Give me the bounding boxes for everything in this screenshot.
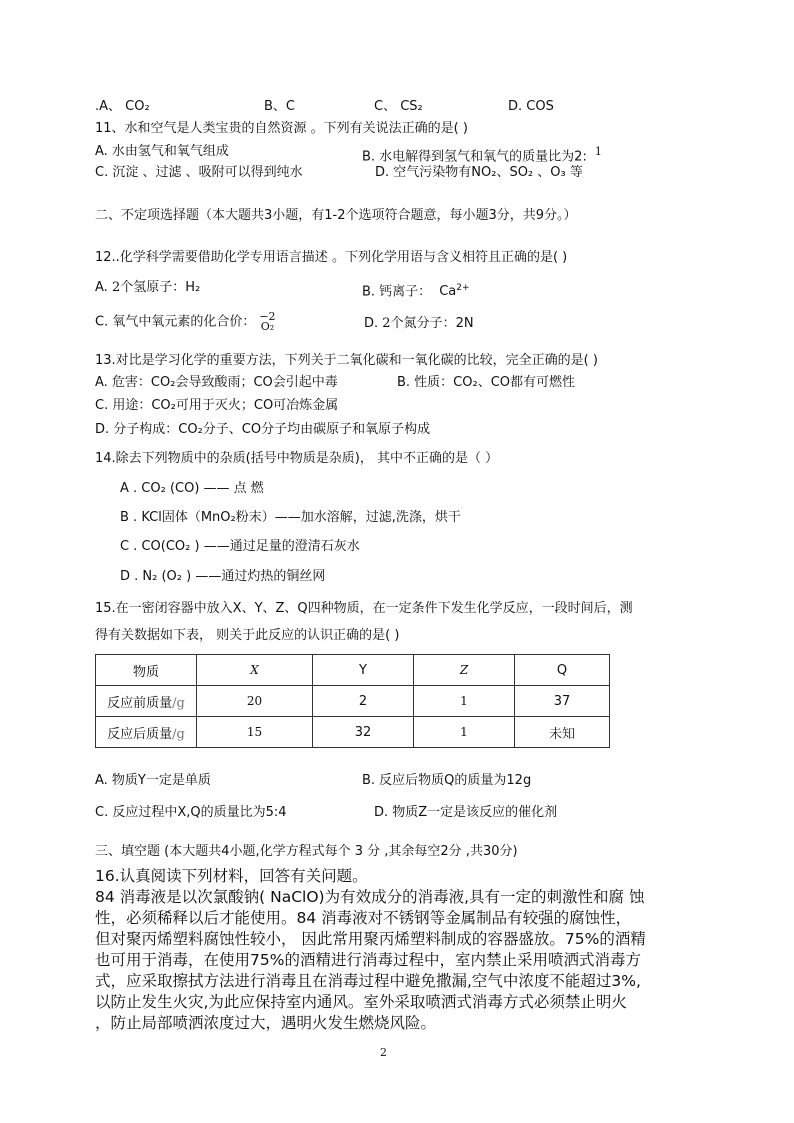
q12-option-a: [95, 279, 200, 297]
q11-option-b-text: B. 水电解得到氢气和氧气的质量比为2:: [362, 149, 587, 165]
q14-option-d: D . N₂ (O₂ ) ——通过灼热的铜丝网: [120, 569, 326, 584]
q12-option-d-text: 个氮分子：2N: [390, 316, 474, 331]
section3-heading: 三、填空题 (本大题共4小题,化学方程式每个 3 分 ,其余每空2分 ,共30分): [95, 844, 518, 859]
q15-stem-line2: 得有关数据如下表， 则关于此反应的认识正确的是( ): [95, 628, 400, 643]
q12-option-d: [364, 315, 474, 333]
table-header-cell: 物质: [96, 655, 197, 686]
q11-option-b-tail: 1: [594, 145, 602, 158]
q11-option-a: A. 水由氢气和氧气组成: [95, 144, 229, 159]
q10-option-d: D. COS: [508, 99, 554, 114]
section2-heading: 二、不定项选择题（本大题共3小题，有1-2个选项符合题意，每小题3分，共9分。）: [95, 208, 577, 223]
q12-option-a-text: 个氢原子：H₂: [120, 280, 201, 295]
q13-option-b: B. 性质：CO₂、CO都有可燃性: [397, 375, 576, 390]
table-row-label: [96, 686, 197, 717]
q12-stem: 12..化学科学需要借助化学专用语言描述 。下列化学用语与含义相符且正确的是( ): [95, 250, 568, 265]
valence-notation: [259, 312, 275, 332]
row-label-text: 反应后质量: [107, 726, 173, 742]
table-row-label: [96, 717, 197, 748]
q12-option-b-charge: 2+: [456, 283, 470, 293]
table-cell: 2: [313, 686, 414, 717]
q13-option-a: A. 危害：CO₂会导致酸雨；CO会引起中毒: [95, 375, 338, 390]
q16-paragraph-line: 以防止发生火灾,为此应保持室内通风。室外采取喷洒式消毒方式必须禁止明火: [95, 993, 627, 1011]
q12-option-b: [362, 279, 470, 301]
table-header-row: [96, 655, 610, 686]
q15-stem-line1: 15.在一密闭容器中放入X、Y、Z、Q四种物质，在一定条件下发生化学反应，一段时间后，测: [95, 601, 633, 616]
q12-option-c: [95, 312, 276, 332]
q15-option-d: D. 物质Z一定是该反应的催化剂: [374, 805, 558, 820]
table-cell: 未知: [515, 717, 610, 748]
table-header-cell: Q: [515, 655, 610, 686]
q12-option-b-formula: Ca: [439, 284, 457, 300]
table-row: [96, 686, 610, 717]
table-cell: 32: [313, 717, 414, 748]
q15-option-b: B. 反应后物质Q的质量为12g: [362, 773, 532, 788]
table-header-cell: Z: [414, 655, 515, 686]
q11-option-c: C. 沉淀 、过滤 、吸附可以得到纯水: [95, 165, 303, 180]
q11-option-b: [362, 143, 602, 166]
q16-paragraph-line: ，防止局部喷洒浓度过大，遇明火发生燃烧风险。: [95, 1014, 437, 1032]
table-cell: 37: [515, 686, 610, 717]
q14-option-b: B . KCl固体（MnO₂粉末）——加水溶解，过滤,洗涤，烘干: [120, 510, 461, 525]
q12-option-a-prefix: A.: [95, 280, 112, 295]
valence-element: O₂: [260, 320, 275, 333]
q13-stem: 13.对比是学习化学的重要方法，下列关于二氧化碳和一氧化碳的比较，完全正确的是( ): [95, 353, 598, 368]
table-header-cell: Y: [313, 655, 414, 686]
q14-option-c: C . CO(CO₂ ) ——通过足量的澄清石灰水: [120, 539, 360, 554]
table-row: [96, 717, 610, 748]
q16-paragraph-line: 式，应采取擦拭方法进行消毒且在消毒过程中避免撒漏,空气中浓度不能超过3%,: [95, 972, 641, 990]
q15-option-a: A. 物质Y一定是单质: [95, 773, 211, 788]
table-header-cell: X: [197, 655, 313, 686]
q12-option-d-num: 2: [382, 316, 391, 331]
q10-option-b: B、C: [264, 99, 295, 114]
q13-option-c: C. 用途：CO₂可用于灭火；CO可冶炼金属: [95, 398, 339, 413]
q16-paragraph-line: 但对聚丙烯塑料腐蚀性较小， 因此常用聚丙烯塑料制成的容器盛放。75%的酒精: [95, 930, 646, 948]
q16-paragraph-line: 84 消毒液是以次氯酸钠( NaClO)为有效成分的消毒液,具有一定的刺激性和腐 蚀: [95, 888, 645, 906]
row-label-text: 反应前质量: [107, 695, 173, 711]
q16-paragraph-line: 性，必须稀释以后才能使用。84 消毒液对不锈钢等金属制品有较强的腐蚀性，: [95, 909, 632, 927]
q14-option-a: A . CO₂ (CO) —— 点 燃: [120, 481, 264, 496]
table-cell: 15: [197, 717, 313, 748]
row-label-unit: /g: [172, 695, 185, 711]
q11-option-d: D. 空气污染物有NO₂、SO₂ 、O₃ 等: [375, 165, 583, 180]
table-cell: 1: [414, 717, 515, 748]
q12-option-b-text: B. 钙离子：: [362, 284, 432, 300]
table-cell: 20: [197, 686, 313, 717]
q15-option-c: C. 反应过程中X,Q的质量比为5:4: [95, 805, 287, 820]
q11-stem: 11、水和空气是人类宝贵的自然资源 。下列有关说法正确的是( ): [95, 121, 468, 136]
q12-option-d-prefix: D.: [364, 316, 383, 331]
data-table: [95, 654, 610, 748]
table-cell: 1: [414, 686, 515, 717]
q10-option-a: .A、 CO₂: [95, 99, 150, 114]
q14-stem: 14.除去下列物质中的杂质(括号中物质是杂质)， 其中不正确的是（ ）: [95, 451, 499, 466]
q12-option-a-num: 2: [111, 280, 121, 295]
q16-paragraph-line: 也可用于消毒，在使用75%的酒精进行消毒过程中，室内禁止采用喷洒式消毒方: [95, 951, 641, 969]
q10-option-c: C、 CS₂: [374, 99, 423, 114]
q16-stem: 16.认真阅读下列材料，回答有关问题。: [95, 867, 368, 885]
page-number: 2: [380, 1046, 387, 1059]
q13-option-d: D. 分子构成：CO₂分子、CO分子均由碳原子和氧原子构成: [95, 422, 431, 437]
valence-number: −2: [259, 310, 276, 323]
row-label-unit: /g: [172, 726, 185, 742]
q12-option-c-text: C. 氧气中氧元素的化合价：: [95, 314, 256, 330]
